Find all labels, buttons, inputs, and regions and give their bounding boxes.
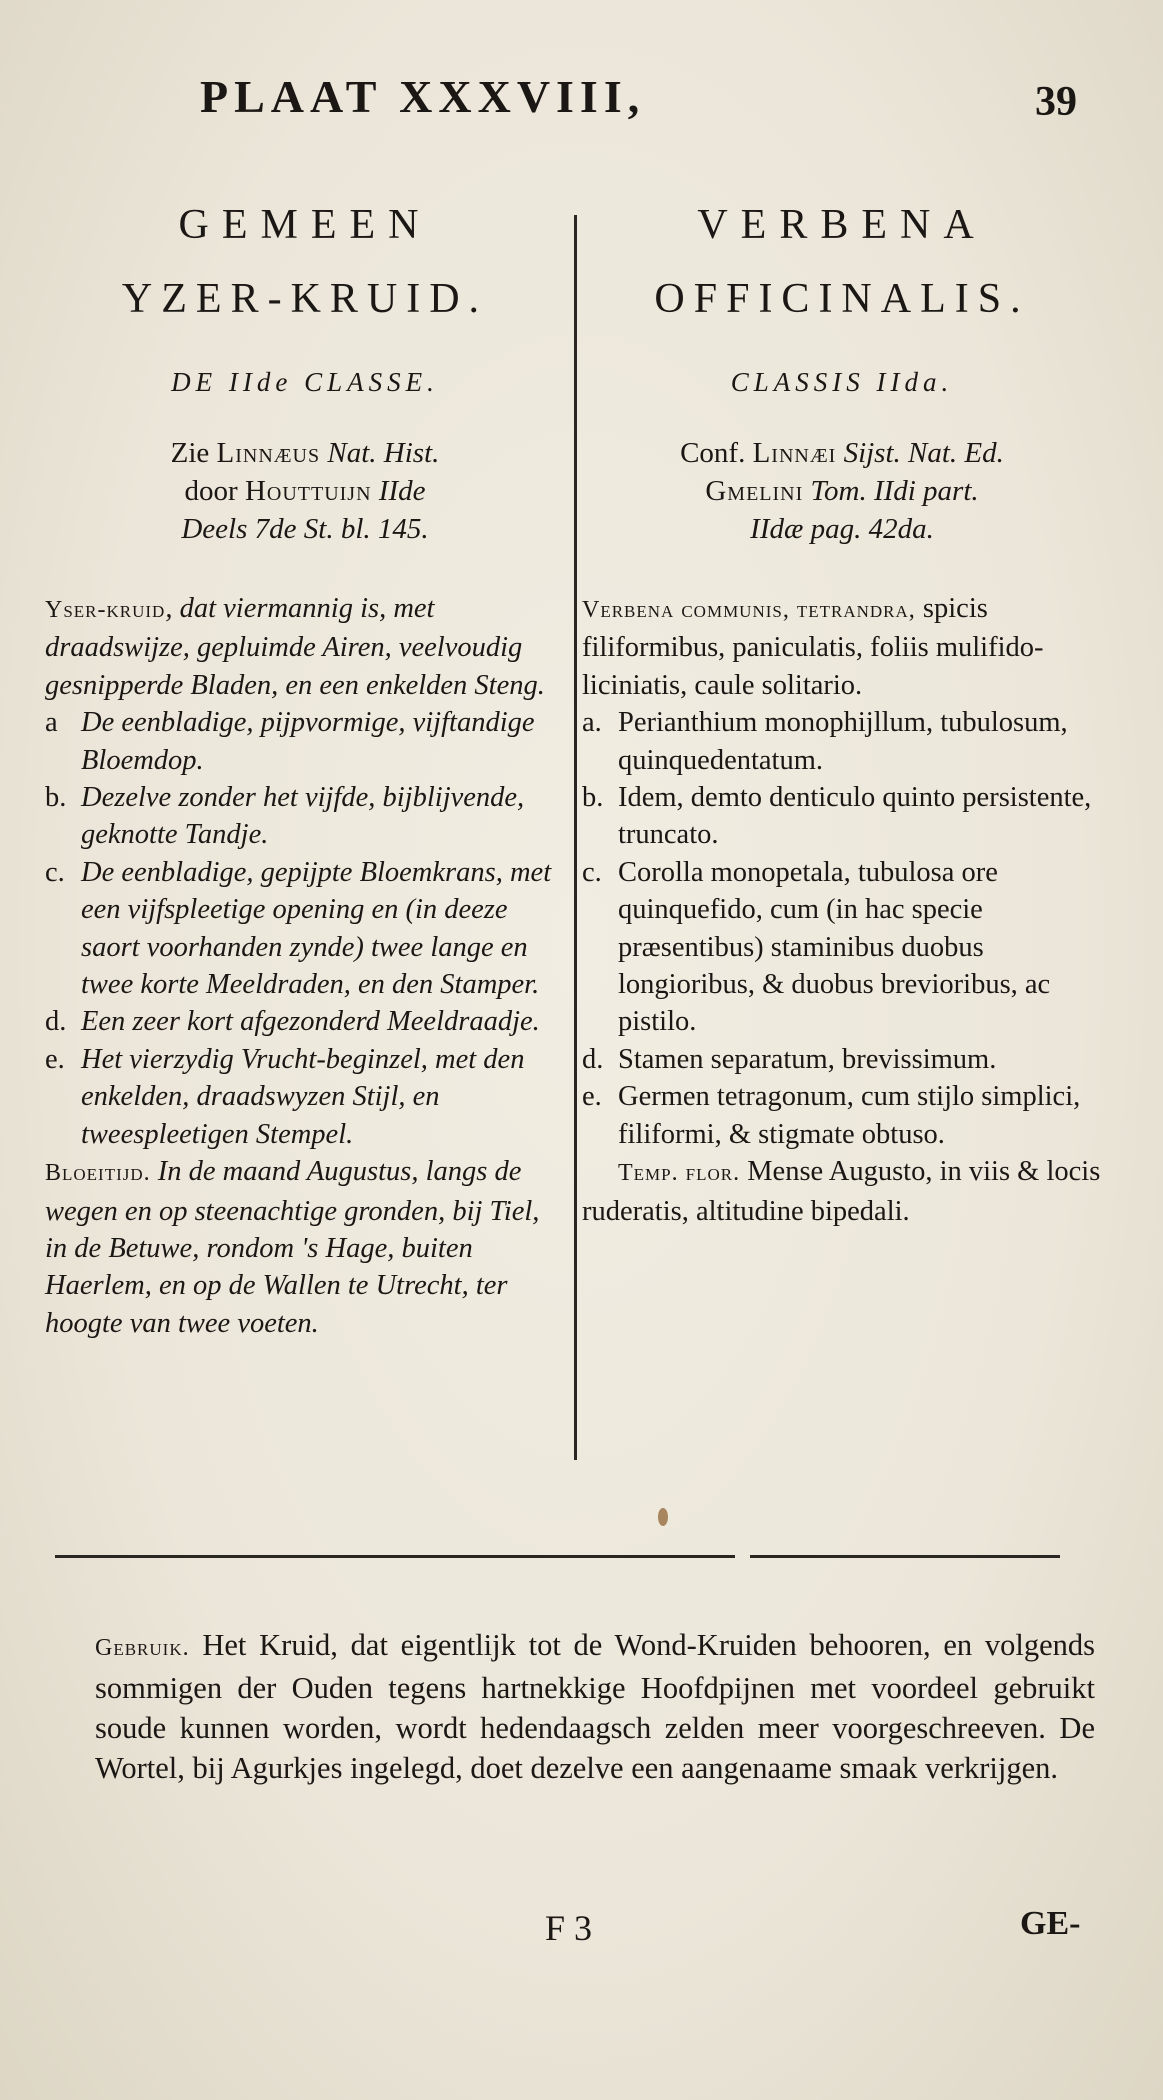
dutch-class: DE IIde CLASSE. — [171, 367, 439, 397]
latin-column — [582, 195, 1102, 1230]
usage-paragraph — [95, 1625, 1095, 1788]
section-rule-left — [55, 1555, 735, 1558]
list-item — [582, 704, 1102, 779]
temp-flor-label: Temp. flor. — [618, 1160, 741, 1187]
plate-title: PLAAT XXXVIII, — [200, 71, 646, 122]
item-text: Stamen separatum, brevissimum. — [618, 1043, 997, 1075]
flowering-time-latin — [582, 1153, 1102, 1230]
catchword: GE- — [1020, 1905, 1081, 1942]
ref-work: Nat. Hist. — [320, 437, 440, 469]
ref-author: Linnæi — [752, 437, 837, 469]
dutch-description — [45, 590, 565, 1342]
item-label: d. — [45, 1006, 67, 1038]
dutch-reference — [45, 434, 565, 548]
item-text: Het vierzydig Vrucht-beginzel, met den enkelden, draadswyzen Stijl, en tweespleetigen Stempel. — [81, 1043, 525, 1150]
ref-author: Gmelini — [705, 475, 804, 507]
column-divider — [574, 215, 577, 1460]
item-label: c. — [582, 856, 602, 888]
list-item — [582, 1078, 1102, 1153]
ref-text: door — [184, 475, 245, 507]
list-item — [582, 1041, 1102, 1078]
list-item — [582, 854, 1102, 1041]
latin-intro-text: spicis filiformibus, paniculatis, foliis mulifido-liciniatis, caule solitario. — [582, 593, 1044, 701]
item-label: b. — [582, 782, 604, 814]
page-number: 39 — [1035, 79, 1077, 125]
temp-flor-text: Mense Augusto, in viis & locis ruderatis, altitudine bipedali. — [582, 1156, 1101, 1227]
item-text: Een zeer kort afgezonderd Meeldraadje. — [81, 1006, 540, 1038]
ref-author: Houttuijn — [244, 475, 372, 507]
dutch-column — [45, 195, 565, 1342]
item-text: De eenbladige, gepijpte Bloemkrans, met een vijfspleetige opening en (in deeze saort voorhanden zynde) twee lange en twee korte Meeldraden, en den Stamper. — [81, 856, 552, 1001]
item-text: De eenbladige, pijpvormige, vijftandige Bloemdop. — [81, 707, 535, 776]
item-label: e. — [45, 1043, 65, 1075]
dutch-plant-name: Yser-kruid — [45, 597, 166, 623]
item-label: e. — [582, 1081, 602, 1113]
dutch-intro — [45, 590, 565, 704]
item-text: Idem, demto denticulo quinto persistente, truncato. — [618, 782, 1092, 851]
dutch-name-line1: GEMEEN — [178, 202, 432, 248]
latin-reference — [582, 434, 1102, 548]
ref-text: Zie — [170, 437, 217, 469]
list-item — [45, 854, 565, 1004]
latin-plant-name: Verbena communis, tetrandra, — [582, 597, 916, 623]
item-label: d. — [582, 1043, 604, 1075]
latin-intro — [582, 590, 1102, 704]
flowering-text: In de maand Augustus, langs de wegen en op steenachtige gronden, bij Tiel, in de Betuwe, rondom 's Hage, buiten Haerlem, en op de Wallen te Utrecht, ter hoogte van twee voeten. — [45, 1156, 540, 1339]
ref-location: IIdæ pag. 42da. — [750, 513, 934, 545]
latin-description — [582, 590, 1102, 1230]
ref-author: Linnæus — [216, 437, 321, 469]
signature-mark: F 3 — [545, 1908, 593, 1948]
latin-name-line2: OFFICINALIS. — [654, 276, 1030, 322]
ref-work: Tom. IIdi part. — [803, 475, 979, 507]
dutch-intro-text: , dat viermannig is, met draadswijze, gepluimde Airen, veelvoudig gesnipperde Bladen, en een enkelden Steng. — [45, 593, 545, 701]
ref-text: Conf. — [680, 437, 753, 469]
section-rule-right — [750, 1555, 1060, 1558]
latin-name-line1: VERBENA — [697, 202, 987, 248]
ref-location: Deels 7de St. bl. 145. — [181, 513, 429, 545]
usage-text: Het Kruid, dat eigentlijk tot de Wond-Kruiden behooren, en volgends sommigen der Ouden tegens hartnekkige Hoofdpijnen met voordeel gebruikt soude kunnen worden, wordt hedendaagsch zelden meer voorgeschreeven. De Wortel, bij Agurkjes ingelegd, doet dezelve een aangenaame smaak verkrijgen. — [95, 1628, 1095, 1785]
item-label: a. — [582, 707, 602, 739]
latin-class: CLASSIS IIda. — [730, 367, 954, 397]
list-item — [45, 704, 565, 779]
usage-label: Gebruik. — [95, 1635, 190, 1661]
ink-stain — [658, 1508, 668, 1526]
item-label: a — [45, 707, 58, 739]
item-text: Germen tetragonum, cum stijlo simplici, filiformi, & stigmate obtuso. — [618, 1081, 1081, 1150]
dutch-name-line2: YZER-KRUID. — [121, 276, 489, 322]
list-item — [582, 779, 1102, 854]
list-item — [45, 1003, 565, 1040]
list-item — [45, 779, 565, 854]
item-text: Dezelve zonder het vijfde, bijblijvende, geknotte Tandje. — [81, 782, 525, 851]
flowering-label: Bloeitijd. — [45, 1160, 151, 1187]
item-label: b. — [45, 782, 67, 814]
item-text: Perianthium monophijllum, tubulosum, quinquedentatum. — [618, 707, 1068, 776]
item-label: c. — [45, 856, 65, 888]
list-item — [45, 1041, 565, 1153]
ref-work: Sijst. Nat. Ed. — [836, 437, 1004, 469]
flowering-time — [45, 1153, 565, 1342]
item-text: Corolla monopetala, tubulosa ore quinquefido, cum (in hac specie præsentibus) staminibus duobus longioribus, & duobus brevioribus, ac pistilo. — [618, 856, 1051, 1038]
ref-work: IIde — [371, 475, 426, 507]
